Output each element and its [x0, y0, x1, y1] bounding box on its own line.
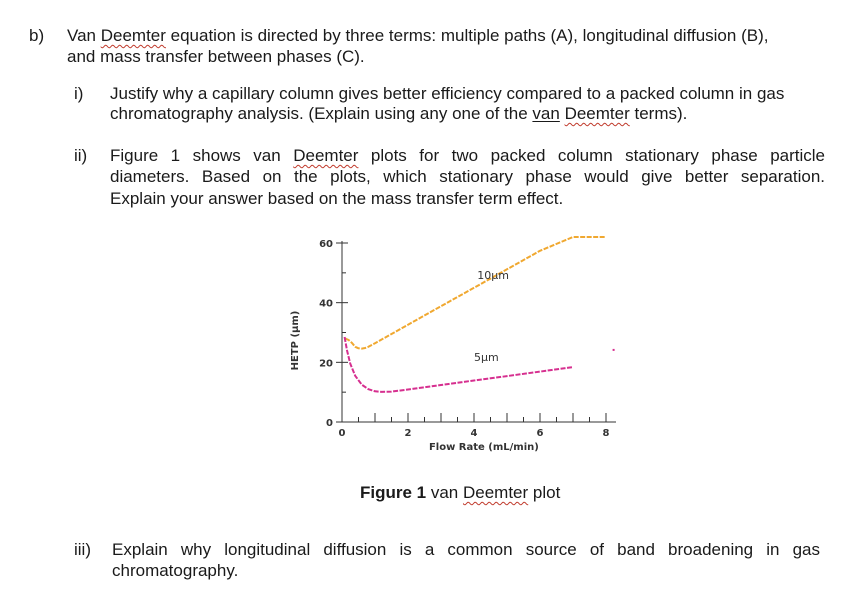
question-iii-label: iii): [74, 540, 91, 559]
y-tick-label: 40: [319, 298, 333, 310]
part-b-text: equation is directed by three terms: multiple paths (A), longitudinal diffusion (B),: [165, 26, 769, 45]
van-deemter-chart: [280, 222, 640, 472]
question-i-line1: Justify why a capillary column gives better efficiency compared to a packed column in gas: [110, 84, 785, 103]
y-tick-label: 0: [326, 418, 333, 429]
x-tick-label: 4: [470, 428, 478, 439]
part-b-text: Van: [67, 26, 101, 45]
chart-series: [345, 237, 615, 392]
series-label-10um: 10µm: [477, 268, 510, 282]
part-b-label: b): [29, 26, 45, 45]
x-tick-label: 8: [602, 428, 610, 439]
x-axis-title: Flow Rate (mL/min): [428, 442, 539, 453]
grammar-underline: van: [532, 104, 560, 123]
x-tick-label: 6: [536, 428, 544, 439]
figure-caption-text: van: [426, 483, 463, 502]
series-line-5um: [345, 337, 573, 392]
question-i-text: chromatography analysis. (Explain using any one of the: [110, 104, 533, 123]
question-ii-text: Figure 1 shows van: [110, 146, 294, 165]
question-iii-line2: chromatography.: [112, 561, 239, 580]
y-tick-label: 20: [319, 358, 333, 370]
spell-error-term: Deemter: [462, 483, 529, 502]
chart-ticks: [319, 239, 609, 439]
question-i-text: terms).: [629, 104, 688, 123]
part-b-line2: and mass transfer between phases (C).: [67, 47, 365, 66]
y-axis-title: HETP (µm): [290, 310, 301, 371]
x-tick-label: 0: [338, 428, 346, 439]
question-i-label: i): [74, 84, 84, 103]
question-iii-line1: Explain why longitudinal diffusion is a common source of band broadening in gas: [112, 540, 820, 559]
question-ii-line2: diameters. Based on the plots, which stationary phase would give better separation.: [110, 167, 825, 186]
figure-caption: [360, 483, 560, 503]
y-tick-label: 60: [319, 239, 333, 250]
spell-error-term: Deemter: [564, 104, 630, 123]
series-line-10um: [345, 237, 606, 349]
stray-dot-mark: [613, 349, 615, 351]
figure-caption-text: plot: [528, 483, 561, 502]
figure-caption-bold: Figure 1: [360, 483, 427, 502]
question-ii-line3: Explain your answer based on the mass transfer term effect.: [110, 189, 564, 208]
spell-error-term: Deemter: [293, 146, 359, 165]
question-ii-line1: [110, 146, 825, 166]
x-tick-label: 2: [404, 428, 412, 439]
part-b-line1: [67, 26, 768, 46]
question-i-line2: [110, 104, 687, 124]
question-ii-text: plots for two packed column stationary phase particle: [358, 146, 825, 165]
question-ii-label: ii): [74, 146, 88, 165]
series-label-5um: 5µm: [474, 350, 499, 364]
spell-error-term: Deemter: [100, 26, 166, 45]
